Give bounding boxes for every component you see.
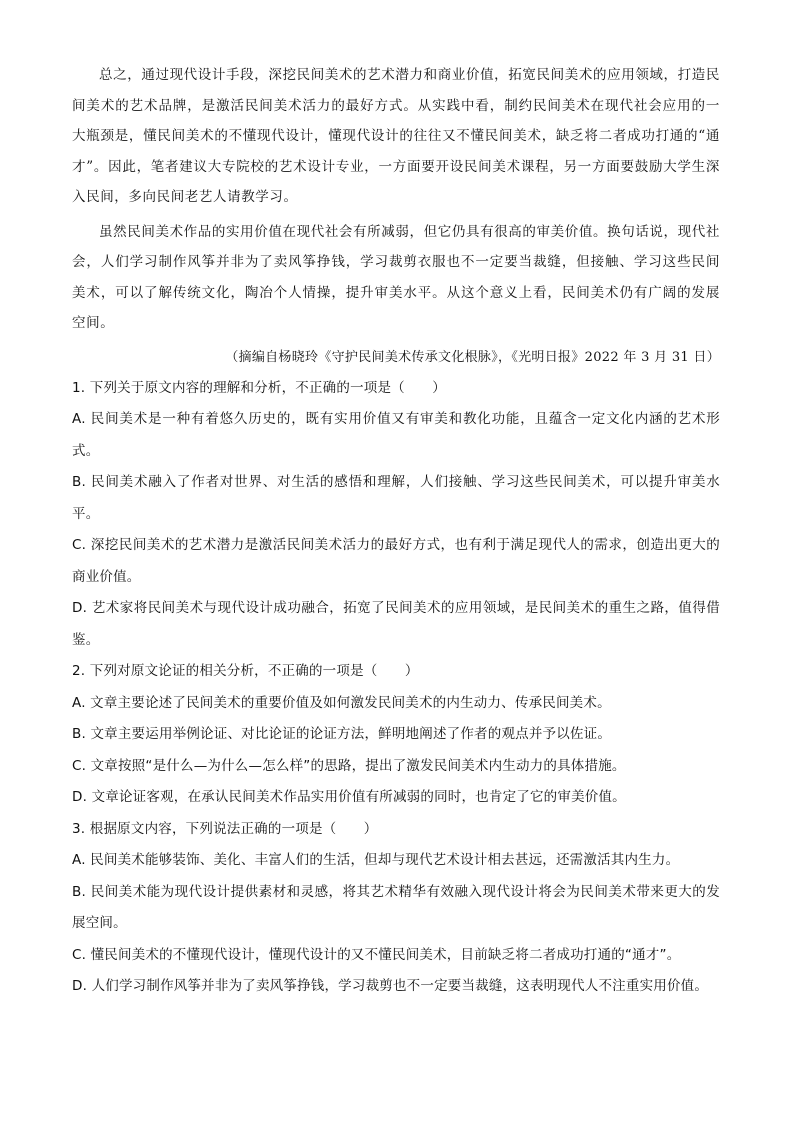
option-a: A. 民间美术是一种有着悠久历史的，既有实用价值又有审美和教化功能，且蕴含一定文化内涵的艺术形式。: [72, 411, 720, 459]
option-a: A. 文章主要论述了民间美术的重要价值及如何激发民间美术的内生动力、传承民间美术。: [72, 694, 611, 711]
option-b: B. 文章主要运用举例论证、对比论证的论证方法，鲜明地阐述了作者的观点并予以佐证。: [72, 726, 612, 742]
question-stem: 1. 下列关于原文内容的理解和分析，不正确的一项是（ ）: [72, 379, 446, 396]
question-3: [72, 814, 720, 1003]
option-d: D. 艺术家将民间美术与现代设计成功融合，拓宽了民间美术的应用领域，是民间美术的重生之路，值得借鉴。: [72, 600, 720, 648]
option-b: B. 民间美术融入了作者对世界、对生活的感悟和理解，人们接触、学习这些民间美术，可以提升审美水平。: [72, 474, 720, 522]
option-c: C. 文章按照“是什么—为什么—怎么样”的思路，提出了激发民间美术内生动力的具体措施。: [72, 757, 626, 774]
option-c: C. 深挖民间美术的艺术潜力是激活民间美术活力的最好方式，也有利于满足现代人的需求，创造出更大的商业价值。: [72, 537, 720, 585]
question-1: [72, 373, 720, 657]
option-d: D. 文章论证客观，在承认民间美术作品实用价值有所减弱的同时，也肯定了它的审美价值。: [72, 789, 626, 805]
document-page: [72, 60, 720, 1003]
question-stem: 2. 下列对原文论证的相关分析，不正确的一项是（ ）: [72, 663, 419, 679]
option-c: C. 懂民间美术的不懂现代设计，懂现代设计的又不懂民间美术，目前缺乏将二者成功打通的“通才”。: [72, 946, 681, 963]
question-stem: 3. 根据原文内容，下列说法正确的一项是（ ）: [72, 820, 378, 837]
option-b: B. 民间美术能为现代设计提供素材和灵感，将其艺术精华有效融入现代设计将会为民间美术带来更大的发展空间。: [72, 883, 720, 931]
passage-paragraph-2: 虽然民间美术作品的实用价值在现代社会有所减弱，但它仍具有很高的审美价值。换句话说，现代社会，人们学习制作风筝并非为了卖风筝挣钱，学习裁剪衣服也不一定要当裁缝，但接触、学习这些民间美术，可以了解传统文化，陶冶个人情操，提升审美水平。从这个意义上看，民间美术仍有广阔的发展空间。: [72, 223, 720, 331]
option-a: A. 民间美术能够装饰、美化、丰富人们的生活，但却与现代艺术设计相去甚远，还需激活其内生力。: [72, 852, 680, 868]
option-d: D. 人们学习制作风筝并非为了卖风筝挣钱，学习裁剪也不一定要当裁缝，这表明现代人不注重实用价值。: [72, 978, 709, 994]
question-2: [72, 656, 720, 814]
passage: [72, 60, 720, 373]
passage-source: （摘编自杨晓玲《守护民间美术传承文化根脉》，《光明日报》2022 年 3 月 31 日）: [225, 349, 720, 365]
passage-paragraph-1: 总之，通过现代设计手段，深挖民间美术的艺术潜力和商业价值，拓宽民间美术的应用领域，打造民间美术的艺术品牌，是激活民间美术活力的最好方式。从实践中看，制约民间美术在现代社会应用的一大瓶颈是，懂民间美术的不懂现代设计，懂现代设计的往往又不懂民间美术，缺乏将二者成功打通的“通才”。因此，笔者建议大专院校的艺术设计专业，一方面要开设民间美术课程，另一方面要鼓励大学生深入民间，多向民间老艺人请教学习。: [72, 67, 720, 205]
